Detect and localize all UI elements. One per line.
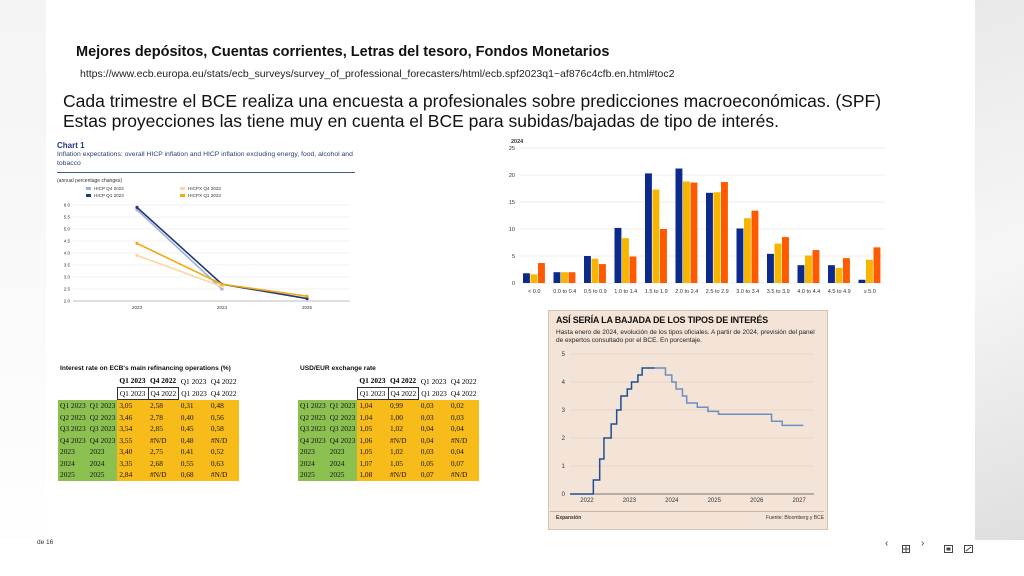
legend-swatch xyxy=(180,187,185,190)
table-cell: 0,04 xyxy=(419,423,449,435)
chart2-bar xyxy=(721,182,728,283)
chart3-y-tick-label: 4 xyxy=(561,380,565,386)
table-header-cell: Q1 2023 xyxy=(420,376,447,386)
chart2-bar xyxy=(676,169,683,283)
table-row xyxy=(58,400,239,412)
chart1-y-tick-label: 2.0 xyxy=(63,298,70,304)
chart2-x-tick-label: ≥ 5.0 xyxy=(863,289,876,295)
table-row xyxy=(298,400,479,412)
table-cell: Q2 2023 xyxy=(329,412,356,422)
chart1-y-tick-label: 3.5 xyxy=(63,262,70,268)
table2-title: USD/EUR exchange rate xyxy=(300,365,376,372)
chart1-grid xyxy=(73,205,350,301)
chart2-x-tick-label: 3.5 to 3.9 xyxy=(766,289,790,295)
chart2-bar xyxy=(630,257,637,283)
body-text-line-1: Cada trimestre el BCE realiza una encuesta a profesionales sobre predicciones macroeconómicas. (SPF) xyxy=(63,91,882,111)
chart3-series xyxy=(570,368,803,494)
table-corner-cell xyxy=(298,387,328,400)
table-subheader-cell: Q1 2023 xyxy=(181,388,207,398)
chart1-series-line xyxy=(137,255,222,286)
table-cell: Q4 2023 xyxy=(329,435,356,445)
fullscreen-icon[interactable] xyxy=(964,540,973,548)
table-subheader-cell: Q4 2022 xyxy=(148,387,179,400)
table-cell: 0,07 xyxy=(419,469,449,481)
table-cell: 1,02 xyxy=(388,423,419,435)
chart1-y-tick-label: 3.0 xyxy=(63,274,70,280)
slide-title: Mejores depósitos, Cuentas corrientes, Letras del tesoro, Fondos Monetarios xyxy=(76,44,610,60)
table-cell: 2025 xyxy=(88,469,118,481)
chart2-bar xyxy=(805,255,812,283)
table-cell: 1,02 xyxy=(388,446,419,458)
chart2-bar xyxy=(561,272,568,283)
chart1-label: Chart 1 xyxy=(57,141,85,150)
chart2-bar xyxy=(531,274,538,283)
chart1-unit: (annual percentage changes) xyxy=(57,178,123,184)
card-title: ASÍ SERÍA LA BAJADA DE LOS TIPOS DE INTERÉS xyxy=(556,315,768,325)
prev-slide-button[interactable]: ‹ xyxy=(885,538,889,549)
slide-view-icon[interactable] xyxy=(944,540,953,548)
table-row xyxy=(58,435,239,447)
table-cell: Q2 2023 xyxy=(60,412,86,422)
chart2-y-tick-label: 25 xyxy=(508,146,515,152)
chart3-y-tick-label: 5 xyxy=(561,352,565,358)
table-cell: 1,04 xyxy=(357,400,388,412)
table-cell: #N/D xyxy=(388,469,419,481)
table-cell: 1,07 xyxy=(357,458,388,470)
table-row xyxy=(58,423,239,435)
table-cell: 2023 xyxy=(58,446,88,458)
table-cell: Q4 2023 xyxy=(300,435,326,445)
chart1-x-tick-label: 2025 xyxy=(301,305,313,310)
chart1-legend-hicpx-q4: HICPX Q4 2022 xyxy=(180,186,221,191)
chart2-bar xyxy=(836,268,843,283)
table-cell: Q2 2023 xyxy=(300,412,326,422)
left-background xyxy=(0,0,46,576)
chart2-bar xyxy=(706,193,713,283)
chart2-bar xyxy=(584,256,591,283)
table-cell: 0,04 xyxy=(419,435,449,447)
page-indicator: de 16 xyxy=(37,539,54,546)
table-cell: 0,05 xyxy=(419,458,449,470)
chart3-x-tick-label: 2022 xyxy=(580,498,594,504)
table-cell: 1,00 xyxy=(388,412,419,424)
exchange-rate-table xyxy=(298,375,479,481)
table2-container xyxy=(298,375,479,481)
chart3-grid xyxy=(570,354,814,494)
chart1-y-tick-label: 4.0 xyxy=(63,250,70,256)
grid-view-icon[interactable] xyxy=(902,540,910,548)
table-cell: 2,58 xyxy=(148,400,179,412)
table-cell: 1,05 xyxy=(357,446,388,458)
table-cell: 0,41 xyxy=(179,446,209,458)
chart3-step-chart xyxy=(556,348,818,508)
table-cell: 2024 xyxy=(328,458,358,470)
table-row xyxy=(298,435,479,447)
table-cell: 0,31 xyxy=(179,400,209,412)
chart1-data-point xyxy=(135,254,138,257)
next-slide-button[interactable]: › xyxy=(921,538,925,549)
table-cell: 2024 xyxy=(58,458,88,470)
table-corner-cell xyxy=(88,387,118,400)
table-cell: 0,48 xyxy=(179,435,209,447)
table-row xyxy=(58,458,239,470)
chart2-x-tick-label: 0.0 to 0.4 xyxy=(553,289,577,295)
table-cell: Q3 2023 xyxy=(60,424,86,434)
chart1-data-point xyxy=(220,283,223,286)
chart2-x-tick-label: 2.0 to 2.4 xyxy=(675,289,699,295)
table-cell: Q1 2023 xyxy=(300,401,326,410)
chart2-x-tick-label: 0.5 to 0.9 xyxy=(583,289,607,295)
table-cell: 0,40 xyxy=(179,412,209,424)
table-row xyxy=(58,446,239,458)
table-cell: 0,52 xyxy=(209,446,239,458)
table-cell: Q1 2023 xyxy=(89,401,116,410)
table-row xyxy=(298,412,479,424)
table-subheader-cell: Q1 2023 xyxy=(117,387,148,400)
table-cell: Q3 2023 xyxy=(300,424,326,434)
table-cell: 3,54 xyxy=(117,423,148,435)
table-cell: Q3 2023 xyxy=(329,424,356,434)
table-cell: 3,46 xyxy=(117,412,148,424)
table-cell: 2,85 xyxy=(148,423,179,435)
table-row xyxy=(58,375,239,387)
table-cell: 0,03 xyxy=(419,446,449,458)
chart1-line-chart xyxy=(57,200,357,315)
table-row xyxy=(298,469,479,481)
chart2-bar-chart xyxy=(495,138,890,298)
table-cell: 0,56 xyxy=(209,412,239,424)
chart2-bar xyxy=(653,190,660,283)
table-cell: 2025 xyxy=(298,469,328,481)
table-cell: #N/D xyxy=(449,435,479,447)
chart2-bar xyxy=(798,265,805,283)
table-cell: 3,40 xyxy=(117,446,148,458)
chart3-x-tick-label: 2024 xyxy=(665,498,679,504)
table-row xyxy=(298,375,479,387)
table-row xyxy=(298,423,479,435)
chart2-bar xyxy=(592,259,599,283)
chart2-x-tick-label: 2.5 to 2.9 xyxy=(705,289,729,295)
chart2-bar xyxy=(744,218,751,283)
chart2-bar xyxy=(737,228,744,283)
right-background xyxy=(975,0,1024,576)
chart2-x-tick-label: 1.0 to 1.4 xyxy=(614,289,638,295)
chart2-bar xyxy=(569,272,576,283)
legend-swatch xyxy=(86,187,91,190)
chart1-rule xyxy=(57,172,355,173)
table-row xyxy=(298,387,479,400)
table-header-cell: Q4 2022 xyxy=(210,376,237,386)
table-cell: 1,04 xyxy=(357,412,388,424)
table-corner-cell xyxy=(328,375,358,387)
chart2-bar xyxy=(775,244,782,283)
chart2-grid xyxy=(519,148,885,283)
table-cell: 2023 xyxy=(298,446,328,458)
table-subheader-cell: Q1 2023 xyxy=(421,388,447,398)
table-cell: 2024 xyxy=(88,458,118,470)
chart2-bar xyxy=(767,254,774,283)
table-subheader-cell: Q4 2022 xyxy=(388,387,419,400)
chart3-y-tick-label: 1 xyxy=(561,464,565,470)
table-subheader-cell: Q4 2022 xyxy=(450,388,477,398)
table-header-cell: Q1 2023 xyxy=(180,376,207,386)
table-cell: Q2 2023 xyxy=(89,412,116,422)
chart3-y-tick-label: 2 xyxy=(561,436,565,442)
table-cell: 0,03 xyxy=(419,412,449,424)
table-cell: Q4 2023 xyxy=(89,435,116,445)
table-cell: 2025 xyxy=(328,469,358,481)
chart2-bar xyxy=(859,280,866,283)
table1-container xyxy=(58,375,239,481)
table-cell: 1,05 xyxy=(388,458,419,470)
chart2-bar xyxy=(523,273,530,283)
fullscreen-icon-glyph xyxy=(964,545,973,553)
table-subheader-cell: Q1 2023 xyxy=(357,387,388,400)
chart2-bar xyxy=(752,211,759,283)
chart3-series-line xyxy=(655,368,804,425)
table-cell: 0,04 xyxy=(449,423,479,435)
table-cell: 0,63 xyxy=(209,458,239,470)
table-cell: #N/D xyxy=(388,435,419,447)
chart1-legend-hicp-q1: HICP Q1 2023 xyxy=(86,193,124,198)
chart1-x-tick-label: 2023 xyxy=(131,305,143,310)
table-cell: 0,02 xyxy=(449,400,479,412)
table-row xyxy=(58,387,239,400)
interest-rate-table xyxy=(58,375,239,481)
table-row xyxy=(58,469,239,481)
slide-view-icon-glyph xyxy=(944,545,953,553)
chart3-y-tick-label: 0 xyxy=(561,492,565,498)
table-cell: 0,68 xyxy=(179,469,209,481)
table-corner-cell xyxy=(298,375,328,387)
chart1-subtitle: Inflation expectations: overall HICP inflation and HICP inflation excluding energy, food, alcohol and tobacco xyxy=(57,151,353,167)
card-source-left: Expansión xyxy=(556,515,582,521)
table-cell: 2024 xyxy=(298,458,328,470)
table-cell: 0,99 xyxy=(388,400,419,412)
table-cell: 2,84 xyxy=(117,469,148,481)
table-row xyxy=(298,446,479,458)
chart2-y-tick-label: 0 xyxy=(511,281,515,287)
table-cell: 0,45 xyxy=(179,423,209,435)
table-cell: 0,07 xyxy=(449,458,479,470)
table-cell: 2023 xyxy=(328,446,358,458)
chart1-x-tick-label: 2024 xyxy=(216,305,228,310)
chart2-bar xyxy=(538,263,545,283)
table-cell: #N/D xyxy=(449,469,479,481)
table-header-cell: Q4 2022 xyxy=(150,376,177,386)
table-header-cell: Q1 2023 xyxy=(359,376,386,386)
chart3-x-tick-label: 2026 xyxy=(750,498,764,504)
chart1-y-tick-label: 6.0 xyxy=(63,202,70,208)
table-cell: 2,68 xyxy=(148,458,179,470)
chart3-x-tick-label: 2025 xyxy=(707,498,721,504)
table-cell: 3,55 xyxy=(117,435,148,447)
chart2-bar xyxy=(714,192,721,283)
table-cell: 0,04 xyxy=(449,446,479,458)
grid-view-icon-glyph xyxy=(902,545,910,553)
chart1-y-tick-label: 2.5 xyxy=(63,286,70,292)
chart1-legend-hicpx-q1: HICPX Q1 2023 xyxy=(180,193,221,198)
table-header-cell: Q1 2023 xyxy=(119,376,146,386)
table-cell: 0,48 xyxy=(209,400,239,412)
chart2-bar xyxy=(782,237,789,283)
chart2-y-tick-label: 10 xyxy=(508,227,515,233)
table-corner-cell xyxy=(328,387,358,400)
table-cell: 0,03 xyxy=(449,412,479,424)
chart2-bar xyxy=(828,265,835,283)
chart1-y-tick-label: 5.0 xyxy=(63,226,70,232)
chart2-bar xyxy=(683,181,690,283)
table-corner-cell xyxy=(58,375,88,387)
table-header-cell: Q4 2022 xyxy=(450,376,477,386)
chart2-y-tick-label: 20 xyxy=(508,173,515,179)
chart1-y-tick-label: 5.5 xyxy=(63,214,70,220)
table-cell: 1,08 xyxy=(357,469,388,481)
chart2-bars xyxy=(523,169,880,283)
card-source-right: Fuente: Bloomberg y BCE xyxy=(766,515,825,521)
chart3-tick-labels xyxy=(562,352,807,504)
chart2-x-tick-label: 4.0 to 4.4 xyxy=(797,289,821,295)
table-cell: Q1 2023 xyxy=(329,401,356,410)
chart2-title: 2024 xyxy=(511,139,524,145)
chart2-bar xyxy=(660,229,667,283)
chart2-bar xyxy=(599,264,606,283)
table-header-cell: Q4 2022 xyxy=(390,376,417,386)
chart1-y-tick-label: 4.5 xyxy=(63,238,70,244)
chart2-bar xyxy=(874,247,881,283)
chart2-bar xyxy=(843,258,850,283)
table-cell: 2,75 xyxy=(148,446,179,458)
chart2-x-tick-label: 4.5 to 4.9 xyxy=(827,289,851,295)
table-cell: 3,35 xyxy=(117,458,148,470)
table-cell: 1,05 xyxy=(357,423,388,435)
chart2-bar xyxy=(554,272,561,283)
chart2-x-tick-label: 3.0 to 3.4 xyxy=(736,289,760,295)
table-cell: Q3 2023 xyxy=(89,424,116,434)
table-subheader-cell: Q4 2022 xyxy=(210,388,237,398)
chart2-bar xyxy=(866,260,873,283)
chart2-bar xyxy=(645,173,652,283)
legend-swatch xyxy=(180,194,185,197)
table-cell: 1,06 xyxy=(357,435,388,447)
chart2-x-tick-label: 1.5 to 1.9 xyxy=(644,289,668,295)
table-cell: 0,58 xyxy=(209,423,239,435)
chart1-legend-hicp-q4: HICP Q4 2022 xyxy=(86,186,124,191)
table1-title: Interest rate on ECB's main refinancing operations (%) xyxy=(60,365,231,372)
table-cell: #N/D xyxy=(148,469,179,481)
chart3-y-tick-label: 3 xyxy=(561,408,565,414)
table-corner-cell xyxy=(88,375,118,387)
body-text-line-2: Estas proyecciones las tiene muy en cuenta el BCE para subidas/bajadas de tipo de interés. xyxy=(63,111,779,131)
chart3-x-tick-label: 2023 xyxy=(622,498,637,504)
chart1-data-point xyxy=(135,206,138,209)
chart2-bar xyxy=(691,183,698,283)
table-cell: 2025 xyxy=(58,469,88,481)
legend-swatch xyxy=(86,194,91,197)
table-cell: Q1 2023 xyxy=(60,401,86,410)
table-corner-cell xyxy=(58,387,88,400)
chart3-series-line xyxy=(570,368,655,494)
table-cell: Q4 2023 xyxy=(60,435,86,445)
table-row xyxy=(58,412,239,424)
table-cell: 2,78 xyxy=(148,412,179,424)
chart2-bar xyxy=(615,228,622,283)
chart1-data-point xyxy=(305,295,308,298)
card-subtitle: Hasta enero de 2024, evolución de los tipos oficiales. A partir de 2024, previsión del panel de expertos consultado por el BCE. En porcentaje. xyxy=(556,329,815,344)
card-footer-rule xyxy=(550,511,824,512)
table-cell: 2023 xyxy=(88,446,118,458)
table-cell: #N/D xyxy=(209,469,239,481)
chart2-bar xyxy=(813,250,820,283)
table-cell: 0,03 xyxy=(419,400,449,412)
chart2-y-tick-label: 5 xyxy=(511,254,515,260)
chart2-bar xyxy=(622,238,629,283)
viewer-toolbar xyxy=(0,540,1024,576)
table-cell: #N/D xyxy=(209,435,239,447)
chart2-y-tick-label: 15 xyxy=(508,200,515,206)
table-cell: 0,55 xyxy=(179,458,209,470)
chart3-x-tick-label: 2027 xyxy=(792,498,806,504)
source-url[interactable]: https://www.ecb.europa.eu/stats/ecb_surveys/survey_of_professional_forecasters/html/ecb.spf2023q1~af876c4cfb.en.html#toc2 xyxy=(80,68,675,80)
chart1-data-point xyxy=(135,242,138,245)
table-cell: 3,05 xyxy=(117,400,148,412)
chart2-x-tick-label: < 0.0 xyxy=(528,289,541,295)
table-cell: #N/D xyxy=(148,435,179,447)
table-row xyxy=(298,458,479,470)
